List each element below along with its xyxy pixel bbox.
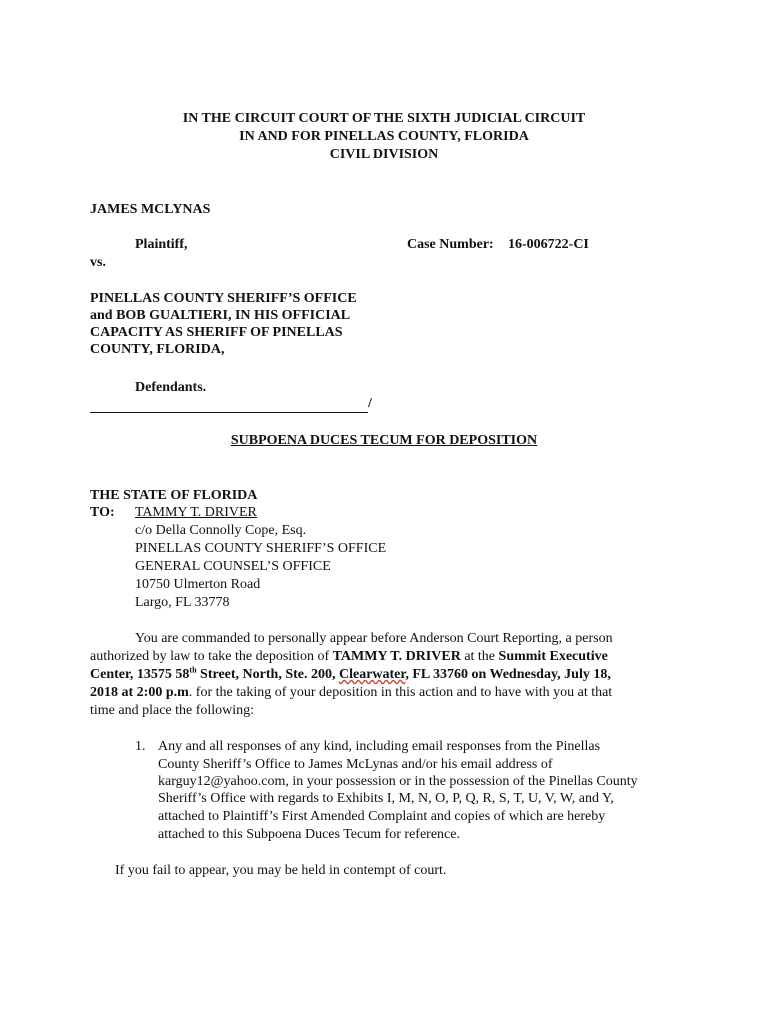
defendant-line: CAPACITY AS SHERIFF OF PINELLAS <box>90 325 343 340</box>
defendant-line: COUNTY, FLORIDA, <box>90 342 225 357</box>
case-number: 16-006722-CI <box>508 237 589 252</box>
court-header-line-1: IN THE CIRCUIT COURT OF THE SIXTH JUDICIAL CIRCUIT <box>182 111 586 126</box>
location-name: Summit Executive <box>498 649 608 664</box>
court-header-line-3: CIVIL DIVISION <box>329 147 439 162</box>
court-header-line-2: IN AND FOR PINELLAS COUNTY, FLORIDA <box>239 129 529 144</box>
closing-warning: If you fail to appear, you may be held in contempt of court. <box>115 863 447 878</box>
address-line: GENERAL COUNSEL’S OFFICE <box>135 559 331 574</box>
defendant-role: Defendants. <box>135 380 207 395</box>
list-item-line: Sheriff’s Office with regards to Exhibits I, M, N, O, P, Q, R, S, T, U, V, W, and Y, <box>158 791 614 806</box>
state-line: THE STATE OF FLORIDA <box>90 488 258 503</box>
list-item-number: 1. <box>135 739 146 754</box>
command-paragraph-line-1: You are commanded to personally appear before Anderson Court Reporting, a person <box>135 631 613 646</box>
command-paragraph-line-2: authorized by law to take the deposition of TAMMY T. DRIVER at the Summit Executive <box>90 649 608 664</box>
list-item-line: karguy12@yahoo.com, in your possession or in the possession of the Pinellas County <box>158 774 638 789</box>
plaintiff-name: JAMES MCLYNAS <box>90 202 211 217</box>
defendant-line: PINELLAS COUNTY SHERIFF’S OFFICE <box>90 291 357 306</box>
deponent-name: TAMMY T. DRIVER <box>332 649 461 664</box>
list-item-line: County Sheriff’s Office to James McLynas and/or his email address of <box>158 757 553 772</box>
address-line: Largo, FL 33778 <box>135 595 230 610</box>
date-time: 2018 at 2:00 p.m <box>90 685 189 700</box>
case-number-label: Case Number: <box>407 237 494 252</box>
address-line: 10750 Ulmerton Road <box>135 577 261 592</box>
document-title: SUBPOENA DUCES TECUM FOR DEPOSITION <box>230 433 538 448</box>
list-item-line: Any and all responses of any kind, including email responses from the Pinellas <box>158 739 601 754</box>
signature-rule <box>90 398 368 413</box>
to-label: TO: <box>90 505 115 520</box>
recipient-name: TAMMY T. DRIVER <box>135 505 257 520</box>
signature-line <box>90 395 372 413</box>
defendant-line: and BOB GUALTIERI, IN HIS OFFICIAL <box>90 308 351 323</box>
city-name: Clearwater <box>338 667 406 682</box>
command-paragraph-line-5: time and place the following: <box>90 703 255 718</box>
address-line: c/o Della Connolly Cope, Esq. <box>135 523 307 538</box>
address-line: PINELLAS COUNTY SHERIFF’S OFFICE <box>135 541 387 556</box>
versus: vs. <box>90 255 106 270</box>
command-paragraph-line-4: 2018 at 2:00 p.m. for the taking of your deposition in this action and to have with you at that <box>90 685 613 700</box>
command-paragraph-line-3: Center, 13575 58th Street, North, Ste. 200, Clearwater, FL 33760 on Wednesday, July 18, <box>90 665 611 682</box>
list-item-line: attached to this Subpoena Duces Tecum for reference. <box>158 827 460 842</box>
list-item-line: attached to Plaintiff’s First Amended Complaint and copies of which are hereby <box>158 809 606 824</box>
plaintiff-role: Plaintiff, <box>135 237 188 252</box>
signature-slash: / <box>368 396 372 411</box>
